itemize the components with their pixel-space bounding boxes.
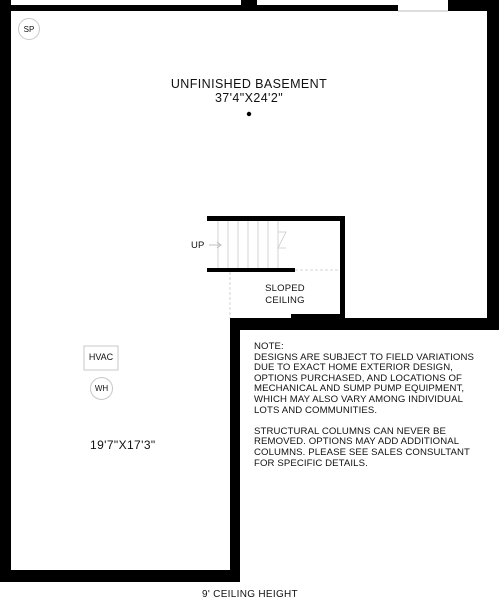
water-heater-marker — [90, 377, 113, 400]
note-para1-line: MECHANICAL AND SUMP PUMP EQUIPMENT, — [254, 383, 465, 395]
top-opening-left — [11, 0, 241, 5]
arrow-right-icon — [209, 242, 221, 248]
top-opening-right — [257, 0, 398, 5]
note-para2-line: FOR SPECIFIC DETAILS. — [254, 457, 368, 469]
stair-wall-top — [207, 216, 345, 221]
note-para1-line: DUE TO EXACT HOME EXTERIOR DESIGN, — [254, 362, 454, 374]
sloped-ceiling-label — [255, 283, 315, 307]
sump-pump-marker — [18, 18, 40, 40]
basement-room-name: UNFINISHED BASEMENT — [170, 77, 328, 91]
ceiling-height-label: 9' CEILING HEIGHT — [202, 589, 298, 600]
note-para1-line: LOTS AND COMMUNITIES. — [254, 404, 378, 416]
note-para2-line: COLUMNS. PLEASE SEE SALES CONSULTANT — [254, 446, 470, 458]
wall-inner-horizontal — [230, 318, 499, 330]
note-para1-line: WHICH MAY ALSO VARY AMONG INDIVIDUAL — [254, 393, 464, 405]
wall-inner-vertical — [230, 318, 240, 582]
stair-wall-stub — [291, 314, 341, 320]
note-para2-line: STRUCTURAL COLUMNS CAN NEVER BE — [254, 425, 446, 437]
stair-break-line — [278, 232, 286, 248]
sloped-ceiling-line1: SLOPED — [265, 283, 305, 294]
basement-room-dimensions: 37'4"X24'2" — [214, 91, 284, 105]
stair-wall-bottom — [207, 268, 295, 272]
sloped-ceiling-line2: CEILING — [265, 295, 305, 306]
wall-bottom — [0, 570, 240, 582]
basement-room-label — [149, 77, 349, 105]
note-block — [254, 342, 474, 469]
sump-pump-label: SP — [23, 24, 35, 34]
note-para1-line: OPTIONS PURCHASED, AND LOCATIONS OF — [254, 372, 463, 384]
stair-wall-right — [340, 216, 345, 324]
top-window — [398, 0, 448, 11]
lower-room-dimensions: 19'7"X17'3" — [90, 438, 156, 452]
stair-treads — [218, 221, 278, 268]
hvac-label: HVAC — [88, 352, 114, 362]
note-para1-line: DESIGNS ARE SUBJECT TO FIELD VARIATIONS — [254, 351, 474, 363]
wall-right — [487, 0, 499, 330]
wall-left — [0, 0, 11, 582]
water-heater-label: WH — [94, 384, 109, 393]
note-heading: NOTE: — [254, 341, 284, 352]
note-para2-line: REMOVED. OPTIONS MAY ADD ADDITIONAL — [254, 436, 460, 448]
ceiling-light-icon — [247, 112, 251, 116]
stairs-up-label: UP — [191, 240, 205, 251]
